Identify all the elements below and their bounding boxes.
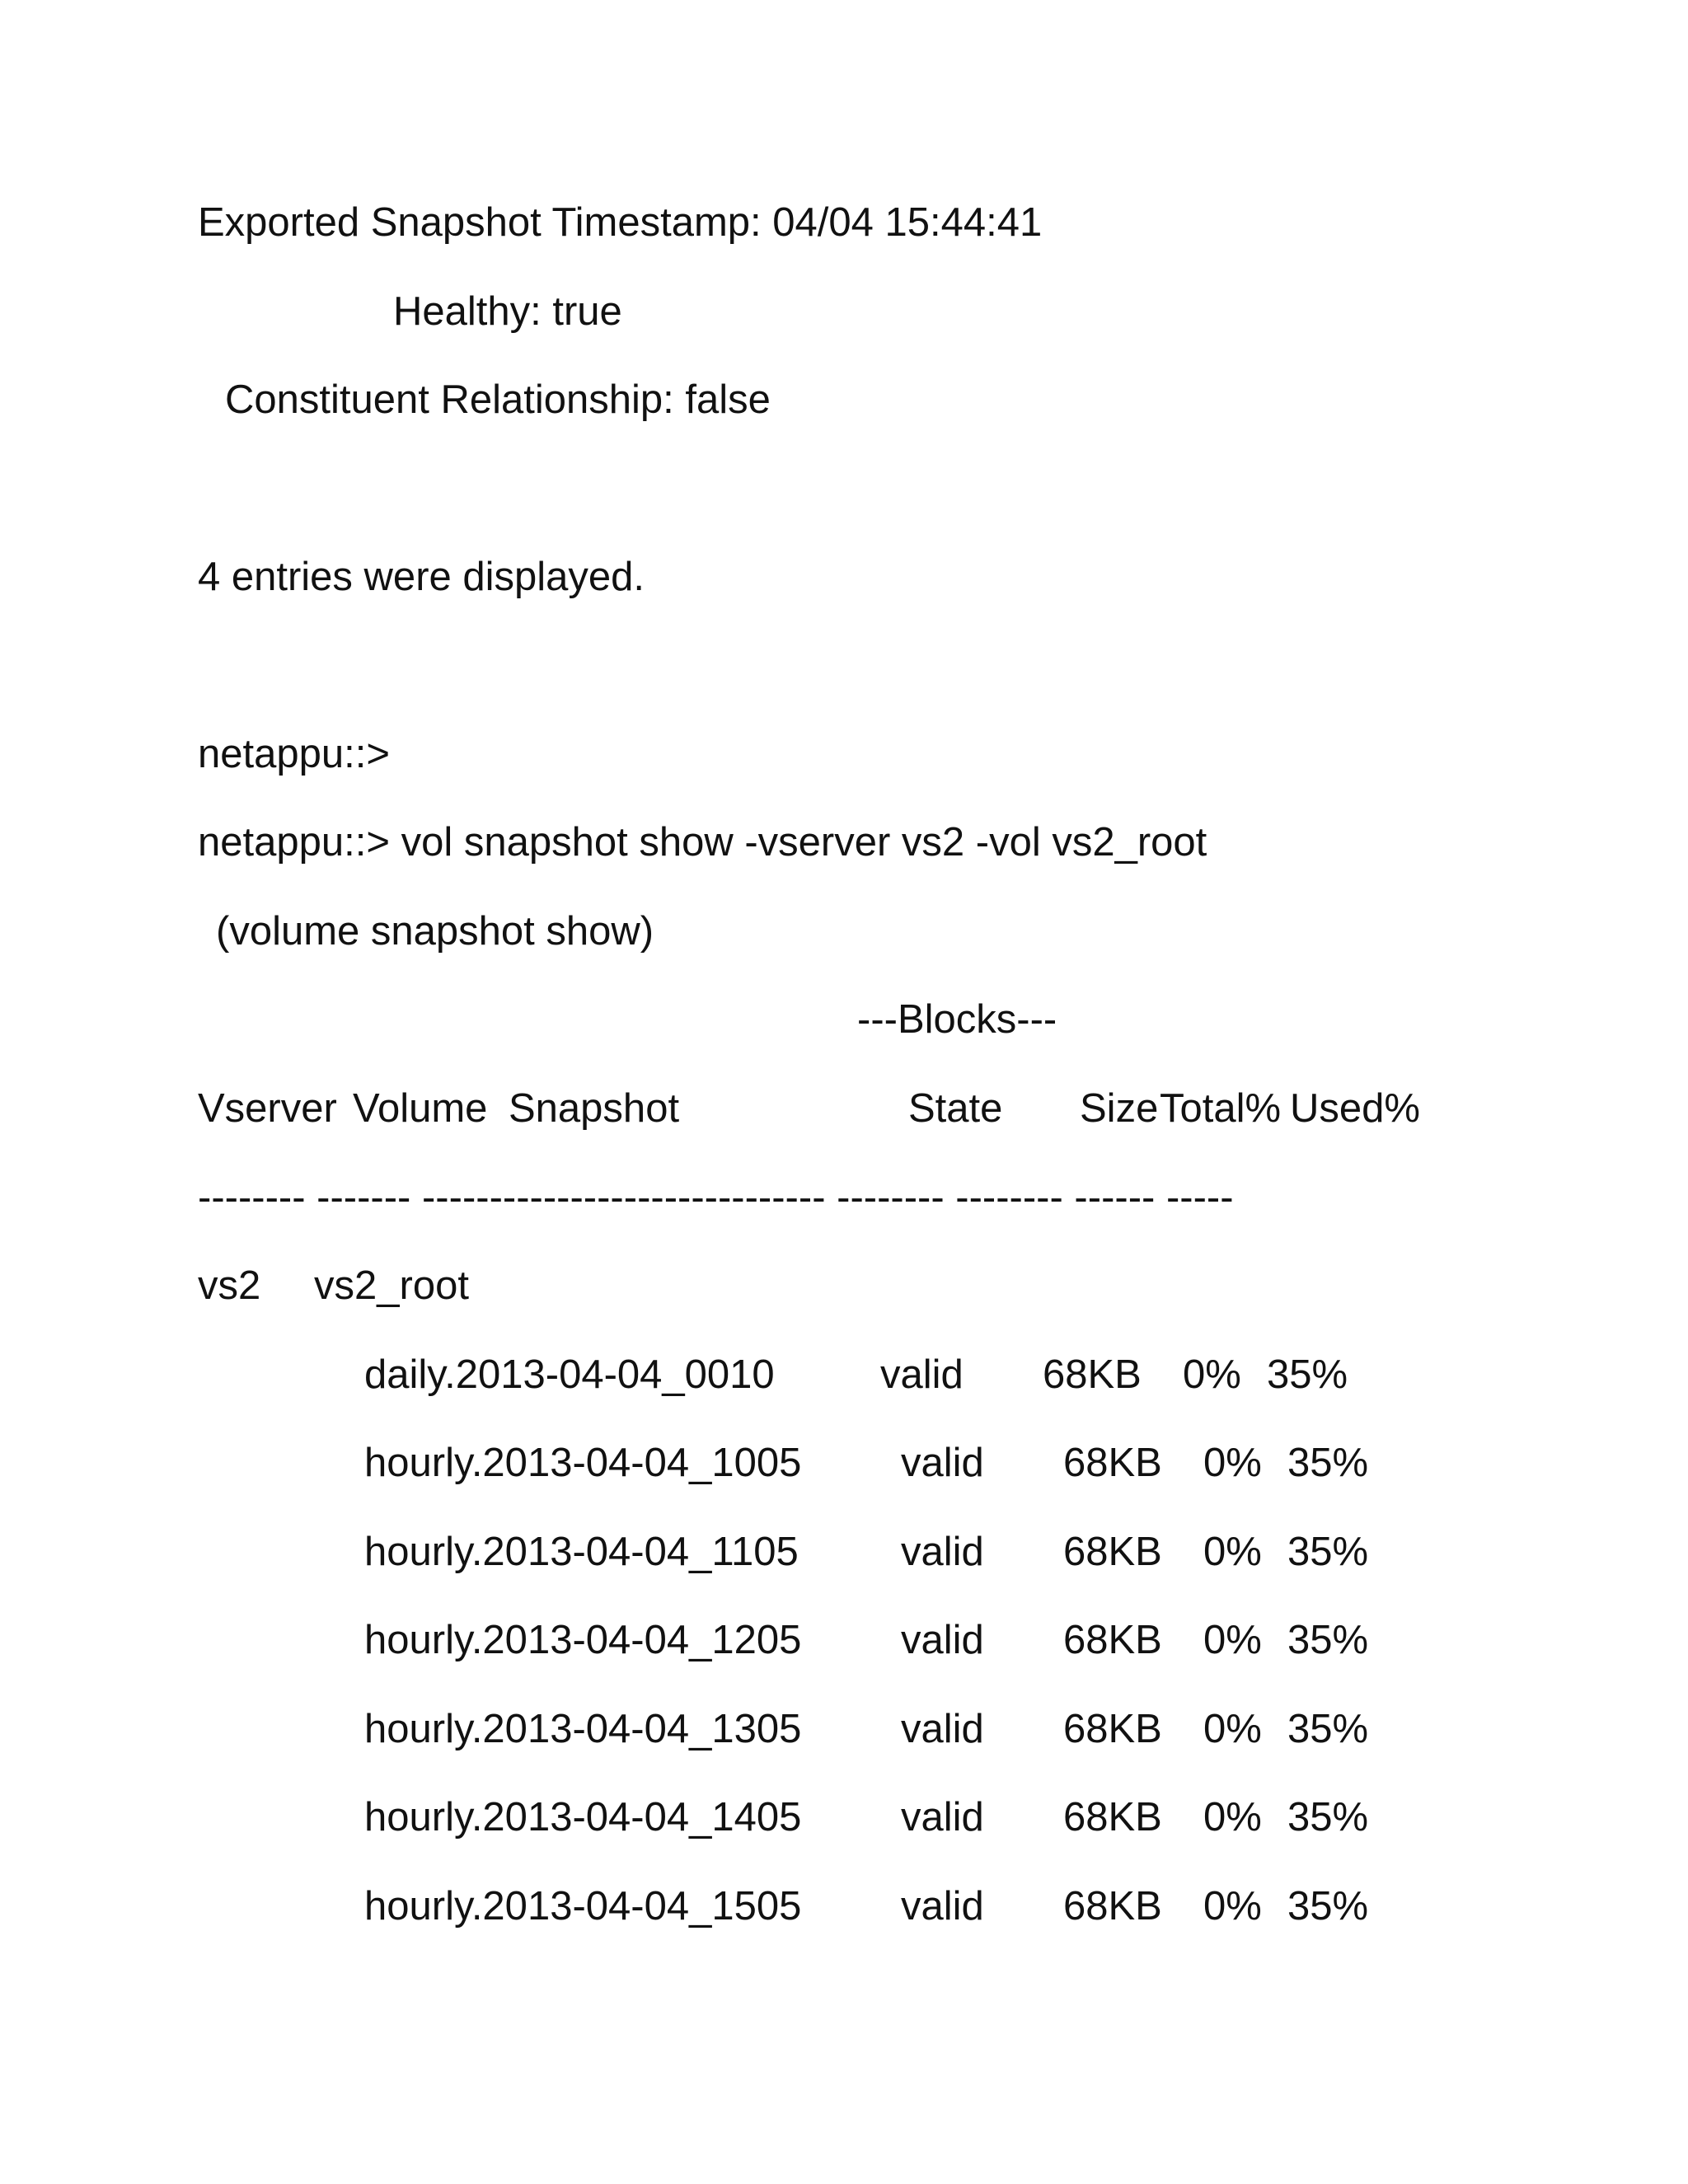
snapshot-name: hourly.2013-04-04_1005 [364, 1441, 802, 1485]
snapshot-total-percent: 0% [1203, 1618, 1262, 1662]
snapshot-used-percent: 35% [1267, 1352, 1348, 1397]
column-header-snapshot: Snapshot [509, 1086, 680, 1131]
snapshot-name: hourly.2013-04-04_1305 [364, 1707, 802, 1751]
snapshot-name: hourly.2013-04-04_1105 [364, 1530, 799, 1574]
snapshot-size: 68KB [1063, 1530, 1162, 1574]
column-header-volume: Volume [353, 1086, 488, 1131]
healthy-field: Healthy: true [393, 289, 622, 334]
blocks-group-header: ---Blocks--- [857, 997, 1057, 1042]
snapshot-used-percent: 35% [1287, 1884, 1369, 1929]
snapshot-name: hourly.2013-04-04_1405 [364, 1795, 802, 1840]
command-expansion: (volume snapshot show) [216, 909, 654, 954]
snapshot-used-percent: 35% [1287, 1530, 1369, 1574]
snapshot-size: 68KB [1043, 1352, 1142, 1397]
exported-snapshot-timestamp: Exported Snapshot Timestamp: 04/04 15:44:41 [198, 200, 1043, 245]
column-header-size: Size [1080, 1086, 1159, 1131]
snapshot-used-percent: 35% [1287, 1707, 1369, 1751]
vserver-value: vs2 [198, 1263, 261, 1308]
column-header-vserver: Vserver [198, 1086, 337, 1131]
snapshot-total-percent: 0% [1203, 1530, 1262, 1574]
column-header-state: State [908, 1086, 1003, 1131]
snapshot-name: hourly.2013-04-04_1205 [364, 1618, 802, 1662]
snapshot-state: valid [880, 1352, 964, 1397]
column-header-used: Used% [1290, 1086, 1420, 1131]
snapshot-used-percent: 35% [1287, 1795, 1369, 1840]
snapshot-state: valid [901, 1884, 984, 1929]
snapshot-total-percent: 0% [1183, 1352, 1241, 1397]
prompt-line: netappu::> [198, 732, 390, 776]
snapshot-used-percent: 35% [1287, 1441, 1369, 1485]
constituent-relationship-field: Constituent Relationship: false [225, 377, 771, 422]
snapshot-name: daily.2013-04-04_0010 [364, 1352, 775, 1397]
volume-value: vs2_root [314, 1263, 469, 1308]
snapshot-used-percent: 35% [1287, 1618, 1369, 1662]
snapshot-size: 68KB [1063, 1884, 1162, 1929]
snapshot-total-percent: 0% [1203, 1795, 1262, 1840]
snapshot-state: valid [901, 1618, 984, 1662]
snapshot-total-percent: 0% [1203, 1707, 1262, 1751]
snapshot-size: 68KB [1063, 1707, 1162, 1751]
snapshot-size: 68KB [1063, 1441, 1162, 1485]
snapshot-total-percent: 0% [1203, 1441, 1262, 1485]
command-line: netappu::> vol snapshot show -vserver vs2 -vol vs2_root [198, 820, 1207, 865]
snapshot-total-percent: 0% [1203, 1884, 1262, 1929]
snapshot-state: valid [901, 1795, 984, 1840]
table-separator: -------- ------- ------------------------------ -------- -------- ------ ----- [198, 1175, 1234, 1220]
snapshot-state: valid [901, 1707, 984, 1751]
column-header-total: Total% [1160, 1086, 1282, 1131]
snapshot-state: valid [901, 1441, 984, 1485]
snapshot-size: 68KB [1063, 1618, 1162, 1662]
snapshot-size: 68KB [1063, 1795, 1162, 1840]
entries-message: 4 entries were displayed. [198, 555, 645, 599]
snapshot-name: hourly.2013-04-04_1505 [364, 1884, 802, 1929]
snapshot-state: valid [901, 1530, 984, 1574]
